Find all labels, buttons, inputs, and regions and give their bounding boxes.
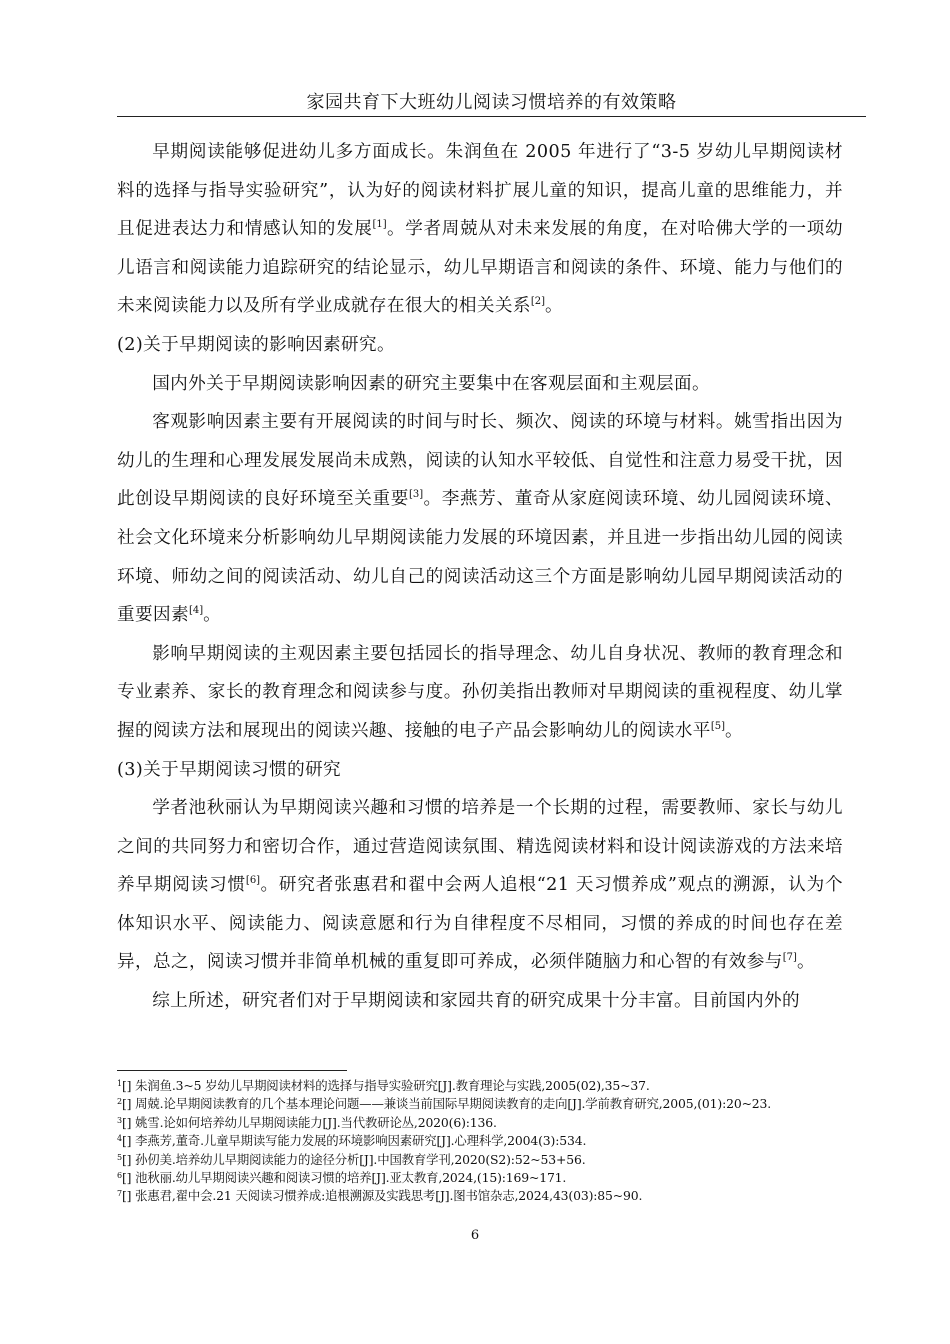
page-number: 6 xyxy=(470,1228,480,1243)
body-paragraph xyxy=(117,635,843,751)
footnote-entry xyxy=(117,1132,877,1150)
paragraph-text: 学者池秋丽认为早期阅读兴趣和习惯的培养是一个长期的过程，需要教师、家长与幼儿之间的共同努力和密切合作，通过营造阅读氛围、精选阅读材料和设计阅读游戏的方法来培养早期阅读习惯 xyxy=(117,798,843,896)
footnote-entry xyxy=(117,1095,877,1113)
paragraph-text: 影响早期阅读的主观因素主要包括园长的指导理念、幼儿自身状况、教师的教育理念和专业素养、家长的教育理念和阅读参与度。孙仞美指出教师对早期阅读的重视程度、幼儿掌握的阅读方法和展现出的阅读兴趣、接触的电子产品会影响幼儿的阅读水平 xyxy=(117,643,843,741)
body-paragraph xyxy=(117,982,843,1021)
body-paragraph xyxy=(117,365,843,404)
body-paragraph xyxy=(117,789,843,982)
paragraph-text: 早期阅读能够促进幼儿多方面成长。朱润鱼在 2005 年进行了“3-5 岁幼儿早期阅读材料的选择与指导实验研究”，认为好的阅读材料扩展儿童的知识，提高儿童的思维能力，并且促进表达力和情感认知的发展 xyxy=(117,142,843,240)
citation-reference: [7] xyxy=(782,952,797,964)
section-heading xyxy=(117,751,843,790)
citation-reference: [2] xyxy=(530,296,546,308)
citation-reference: [3] xyxy=(409,489,424,501)
footnote-marker: 7 xyxy=(117,1189,122,1199)
footnote-text: [] 李燕芳,董奇.儿童早期读写能力发展的环境影响因素研究[J].心理科学,2004(3):534. xyxy=(121,1133,587,1149)
paragraph-text: 。 xyxy=(545,296,564,317)
citation-reference: [6] xyxy=(245,875,261,887)
footnote-marker: 6 xyxy=(117,1171,122,1181)
footnote-entry xyxy=(117,1187,877,1205)
footnote-entry xyxy=(117,1169,877,1187)
running-header xyxy=(117,92,866,117)
citation-reference: [4] xyxy=(188,605,204,617)
body-paragraph xyxy=(117,133,843,326)
paragraph-text: 。李燕芳、董奇从家庭阅读环境、幼儿园阅读环境、社会文化环境来分析影响幼儿早期阅读能力发展的环境因素，并且进一步指出幼儿园的阅读环境、师幼之间的阅读活动、幼儿自己的阅读活动这三个方面是影响幼儿园早期阅读活动的重要因素 xyxy=(117,489,843,626)
body-paragraph xyxy=(117,403,843,635)
main-body-text xyxy=(117,133,843,1021)
paragraph-text: 国内外关于早期阅读影响因素的研究主要集中在客观层面和主观层面。 xyxy=(152,373,710,394)
paragraph-text: 。 xyxy=(203,605,222,626)
footnotes-section xyxy=(117,1077,877,1206)
footnote-marker: 4 xyxy=(117,1134,122,1144)
paragraph-text: 客观影响因素主要有开展阅读的时间与时长、频次、阅读的环境与材料。姚雪指出因为幼儿的生理和心理发展发展尚未成熟，阅读的认知水平较低、自觉性和注意力易受干扰，因此创设早期阅读的良好环境至关重要 xyxy=(117,412,843,510)
footnote-marker: 2 xyxy=(117,1097,122,1107)
section-heading xyxy=(117,326,843,365)
citation-reference: [5] xyxy=(710,720,725,732)
paragraph-text: 。学者周兢从对未来发展的角度，在对哈佛大学的一项幼儿语言和阅读能力追踪研究的结论显示，幼儿早期语言和阅读的条件、环境、能力与他们的未来阅读能力以及所有学业成就存在很大的相关关系 xyxy=(117,219,843,317)
paragraph-text: (3)关于早期阅读习惯的研究 xyxy=(117,759,342,780)
footnote-entry xyxy=(117,1114,877,1132)
footnote-text: [] 孙仞美.培养幼儿早期阅读能力的途径分析[J].中国教育学刊,2020(S2):52~53+56. xyxy=(121,1151,586,1167)
paragraph-text: (2)关于早期阅读的影响因素研究。 xyxy=(117,334,396,355)
paragraph-text: 。 xyxy=(724,720,743,741)
footnote-entry xyxy=(117,1077,877,1095)
footnote-entry xyxy=(117,1151,877,1169)
footnote-marker: 1 xyxy=(117,1079,122,1088)
footnote-text: [] 姚雪.论如何培养幼儿早期阅读能力[J].当代教研论丛,2020(6):136. xyxy=(121,1114,497,1130)
header-title: 家园共育下大班幼儿阅读习惯培养的有效策略 xyxy=(306,92,677,113)
footnote-marker: 5 xyxy=(117,1152,122,1162)
paragraph-text: 。 xyxy=(796,952,815,973)
footnote-text: [] 池秋丽.幼儿早期阅读兴趣和阅读习惯的培养[J].亚太教育,2024,(15):169~171. xyxy=(121,1170,567,1186)
footnote-separator xyxy=(117,1070,347,1071)
footnote-marker: 3 xyxy=(117,1115,122,1125)
paragraph-text: 。研究者张惠君和翟中会两人追根“21 天习惯养成”观点的溯源，认为个体知识水平、阅读能力、阅读意愿和行为自律程度不尽相同，习惯的养成的时间也存在差异，总之，阅读习惯并非简单机械的重复即可养成，必须伴随脑力和心智的有效参与 xyxy=(117,875,843,973)
paragraph-text: 综上所述，研究者们对于早期阅读和家园共育的研究成果十分丰富。目前国内外的 xyxy=(152,991,800,1012)
footnote-text: [] 张惠君,翟中会.21 天阅读习惯养成:追根溯源及实践思考[J].图书馆杂志,2024,43(03):85~90. xyxy=(121,1188,643,1204)
footnote-text: [] 周兢.论早期阅读教育的几个基本理论问题——兼谈当前国际早期阅读教育的走向[J].学前教育研究,2005,(01):20~23. xyxy=(121,1096,772,1112)
footnote-text: [] 朱润鱼.3~5 岁幼儿早期阅读材料的选择与指导实验研究[J].教育理论与实践,2005(02),35~37. xyxy=(121,1078,650,1093)
citation-reference: [1] xyxy=(372,219,387,231)
